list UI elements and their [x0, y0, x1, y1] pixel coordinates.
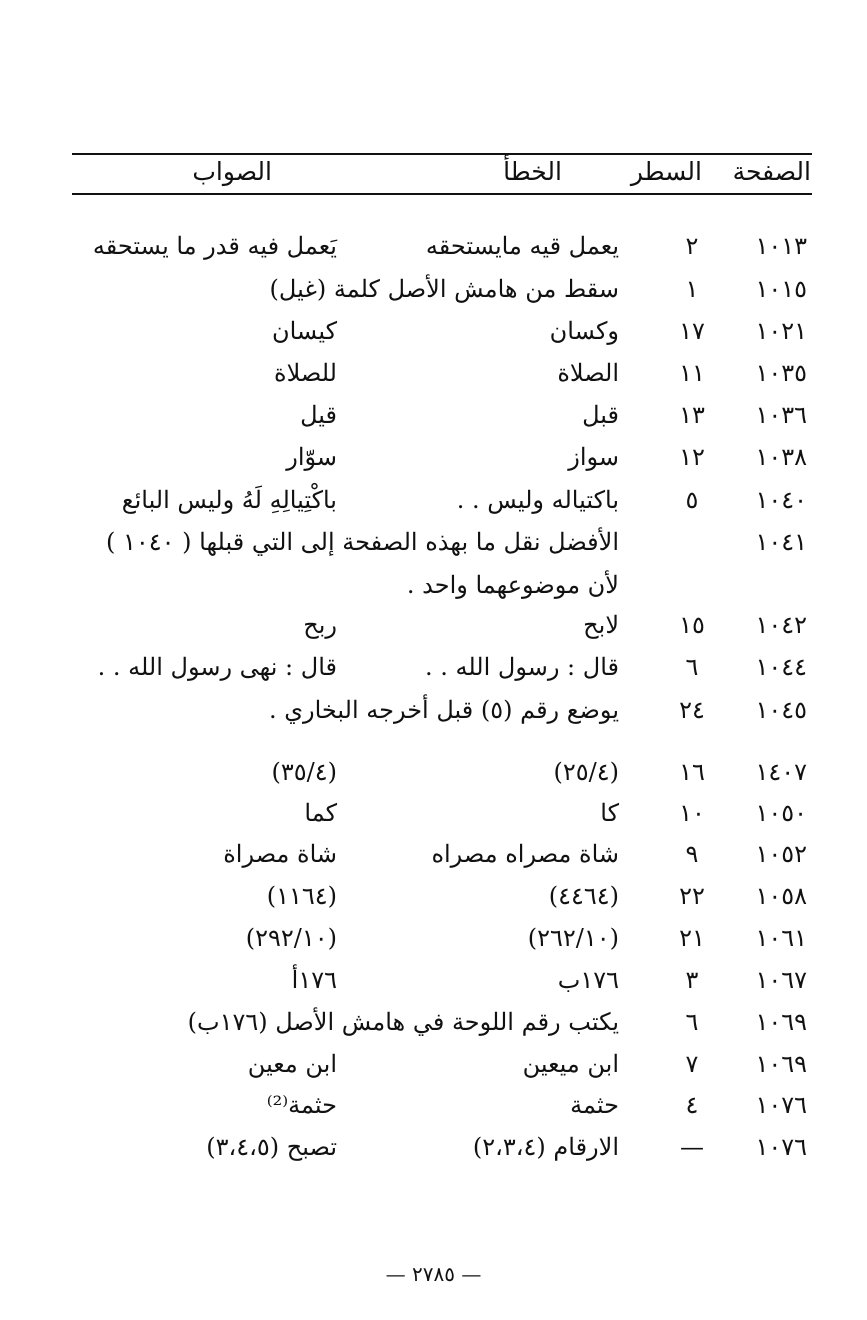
page-number-cell: ١٠٤٢ [755, 611, 807, 639]
correct-text-cell: كما [304, 799, 337, 827]
correct-text-cell: ١٧٦أ [291, 966, 337, 994]
header-right: الصواب [192, 157, 272, 186]
note-cell: سقط من هامش الأصل كلمة (غيل) [269, 275, 619, 303]
page-number-cell: ١٤٠٧ [755, 758, 807, 786]
header-top-rule [72, 153, 812, 155]
header-line: السطر [630, 157, 702, 186]
page-number-cell: ١٠٢١ [755, 317, 807, 345]
correct-text-cell: ابن معين [247, 1050, 337, 1078]
correct-text-cell: يَعمل فيه قدر ما يستحقه [92, 232, 337, 260]
correct-text-cell: للصلاة [274, 359, 337, 387]
correct-text-cell: (١١٦٤) [266, 882, 337, 910]
correct-text-cell: سوّار [286, 443, 337, 471]
wrong-text-cell: كا [600, 799, 619, 827]
correct-text-cell: (٢٩٢/١٠) [245, 924, 337, 952]
wrong-text-cell: حثمة [570, 1091, 619, 1119]
wrong-text-cell: يعمل قيه مايستحقه [425, 232, 619, 260]
wrong-text-cell: قال : رسول الله . . [424, 653, 619, 681]
page-number-cell: ١٠٣٨ [755, 443, 807, 471]
page-number-cell: ١٠٦٧ [755, 966, 807, 994]
line-number-cell: ٤ [685, 1091, 699, 1119]
correct-text-cell: كيسان [271, 317, 337, 345]
correct-text-cell: تصبح (٣،٤،٥) [206, 1133, 337, 1161]
errata-row [0, 482, 867, 522]
errata-row [0, 878, 867, 918]
note-cell: لأن موضوعهما واحد . [406, 571, 619, 599]
page-number-cell: ١٠٥٢ [755, 840, 807, 868]
errata-row [0, 836, 867, 876]
correct-text-cell: (٣٥/٤) [271, 758, 337, 786]
errata-row [0, 313, 867, 353]
line-number-cell: ٢ [685, 232, 699, 260]
correct-text-cell: باكْتِيالِهِ لَهُ وليس البائع [121, 486, 337, 514]
line-number-cell: ١١ [679, 359, 705, 387]
errata-row [0, 795, 867, 835]
page-number-cell: ١٠٥٨ [755, 882, 807, 910]
line-number-cell: ٢٤ [679, 696, 705, 724]
page-number: — ٢٧٨٥ — [385, 1262, 482, 1286]
header-bottom-rule [72, 193, 812, 195]
page-number-cell: ١٠٧٦ [755, 1091, 807, 1119]
line-number-cell: ١٦ [679, 758, 705, 786]
wrong-text-cell: قبل [582, 401, 619, 429]
wrong-text-cell: لابح [583, 611, 619, 639]
wrong-text-cell: وكسان [549, 317, 619, 345]
errata-row [0, 567, 867, 607]
page-number-cell: ١٠٦٩ [755, 1008, 807, 1036]
wrong-text-cell: الصلاة [557, 359, 619, 387]
errata-row [0, 692, 867, 732]
line-number-cell: ١٣ [679, 401, 705, 429]
errata-row [0, 920, 867, 960]
page-number-cell: ١٠٣٦ [755, 401, 807, 429]
errata-row [0, 1004, 867, 1044]
page-number-cell: ١٠٦١ [755, 924, 807, 952]
page-number-cell: ١٠٤٥ [755, 696, 807, 724]
line-number-cell: ١٠ [679, 799, 705, 827]
page-number-cell: ١٠١٥ [755, 275, 807, 303]
page-number-cell: ١٠٣٥ [755, 359, 807, 387]
wrong-text-cell: شاة مصراه مصراه [431, 840, 619, 868]
wrong-text-cell: (٢٦٢/١٠) [527, 924, 619, 952]
line-number-cell: ٥ [685, 486, 699, 514]
errata-row [0, 607, 867, 647]
correct-text-cell: شاة مصراة [223, 840, 337, 868]
note-cell: يوضع رقم (٥) قبل أخرجه البخاري . [268, 696, 619, 724]
page-number-cell: ١٠٤١ [755, 528, 807, 556]
wrong-text-cell: ١٧٦ب [557, 966, 619, 994]
errata-row [0, 524, 867, 564]
line-number-cell: — [680, 1133, 704, 1161]
wrong-text-cell: سواز [568, 443, 619, 471]
correct-text-cell: ربح [303, 611, 337, 639]
errata-row [0, 397, 867, 437]
header-wrong: الخطأ [503, 157, 562, 186]
line-number-cell: ١٧ [679, 317, 705, 345]
line-number-cell: ١ [685, 275, 699, 303]
errata-row [0, 439, 867, 479]
line-number-cell: ٣ [685, 966, 699, 994]
correct-text-cell: حثمة⁽²⁾ [266, 1091, 337, 1119]
errata-row [0, 228, 867, 268]
page-number-cell: ١٠٦٩ [755, 1050, 807, 1078]
errata-row [0, 1129, 867, 1169]
line-number-cell: ٦ [685, 653, 699, 681]
errata-row [0, 1087, 867, 1127]
note-cell: يكتب رقم اللوحة في هامش الأصل (١٧٦ب) [187, 1008, 619, 1036]
line-number-cell: ٩ [685, 840, 699, 868]
errata-row [0, 754, 867, 794]
wrong-text-cell: ابن ميعين [522, 1050, 619, 1078]
note-cell: الأفضل نقل ما بهذه الصفحة إلى التي قبلها ( ١٠٤٠ ) [105, 528, 619, 556]
line-number-cell: ٦ [685, 1008, 699, 1036]
page-number-cell: ١٠١٣ [755, 232, 807, 260]
page-number-cell: ١٠٤٠ [755, 486, 807, 514]
wrong-text-cell: (٢٥/٤) [553, 758, 619, 786]
line-number-cell: ٢١ [679, 924, 705, 952]
errata-row [0, 649, 867, 689]
wrong-text-cell: الارقام (٢،٣،٤) [472, 1133, 619, 1161]
errata-row [0, 962, 867, 1002]
wrong-text-cell: (٤٤٦٤) [548, 882, 619, 910]
line-number-cell: ١٢ [679, 443, 705, 471]
correct-text-cell: قال : نهى رسول الله . . [97, 653, 337, 681]
line-number-cell: ١٥ [679, 611, 705, 639]
page-number-cell: ١٠٤٤ [755, 653, 807, 681]
wrong-text-cell: باكتياله وليس . . [456, 486, 619, 514]
page-number-cell: ١٠٧٦ [755, 1133, 807, 1161]
errata-row [0, 1046, 867, 1086]
line-number-cell: ٧ [685, 1050, 699, 1078]
correct-text-cell: قيل [300, 401, 337, 429]
header-page: الصفحة [732, 157, 811, 186]
errata-row [0, 271, 867, 311]
errata-row [0, 355, 867, 395]
line-number-cell: ٢٢ [679, 882, 705, 910]
page-number-cell: ١٠٥٠ [755, 799, 807, 827]
